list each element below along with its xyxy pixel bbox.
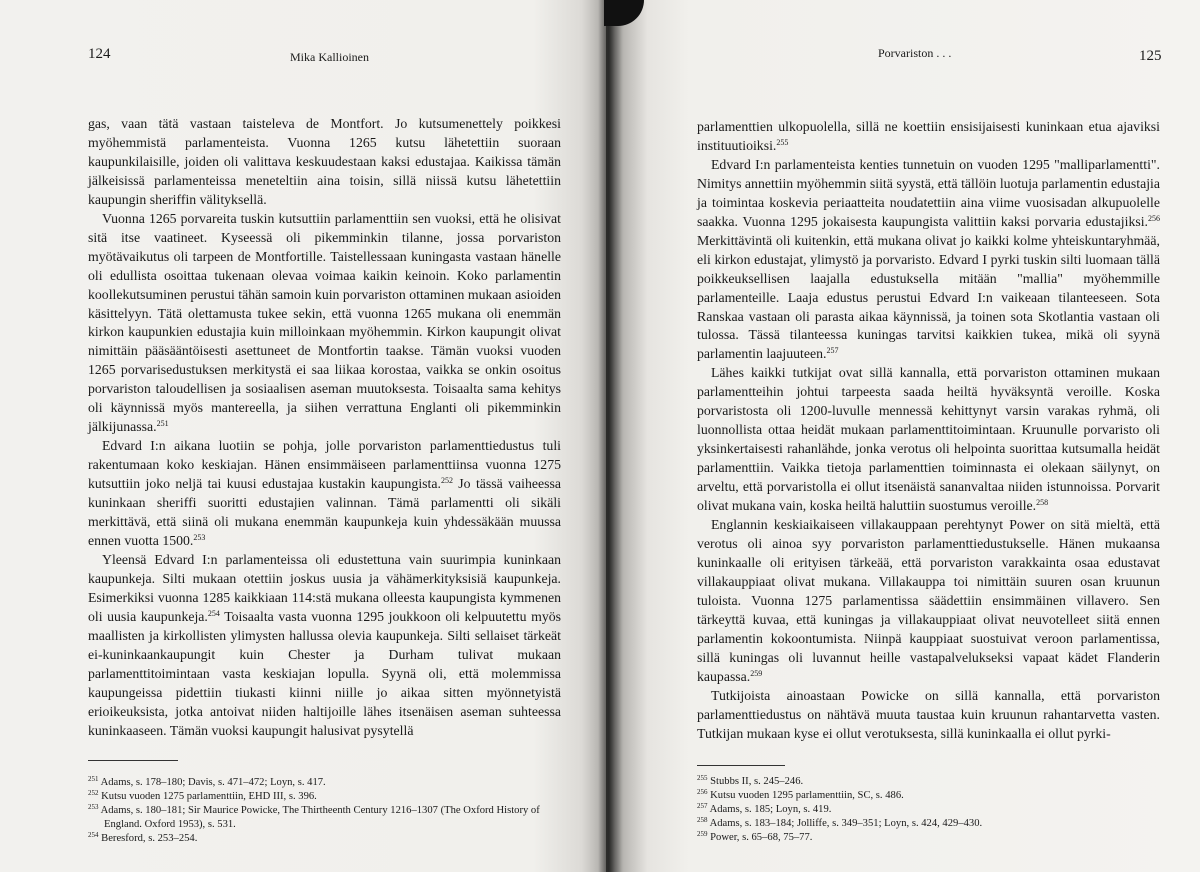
paragraph: [88, 437, 561, 551]
footnote-number: 254: [88, 831, 99, 839]
footnote: [88, 790, 566, 804]
paragraph: [697, 364, 1160, 516]
paragraph-text: gas, vaan tätä vastaan taisteleva de Montfort. Jo kutsumenettely poikkesi myöhemmistä parlamenteista. Vuonna 1265 kutsu lähetettiin suoraan kaupunkilaisille, joiden oli valittava keskuudestaan kaksi edustajaa. Kaikissa tämän jälkeisissä parlamenteissa meneteltiin aina toisin, sillä niissä kutsu lähetettiin kaupungin sheriffin välityksellä.: [88, 116, 561, 207]
footnote-text: Adams, s. 185; Loyn, s. 419.: [707, 804, 832, 815]
footnote-text: Beresford, s. 253–254.: [98, 833, 198, 844]
footnote-text: Stubbs II, s. 245–246.: [707, 776, 804, 787]
paragraph: [88, 210, 561, 437]
paragraph-text: Tutkijoista ainoastaan Powicke on sillä kannalla, että porvariston parlamenttiedustus on nähtävä muuta taustaa kuin kruunun rahantarvetta vasten. Tutkijan mukaan kyse ei ollut verotuksesta, sillä kuninkaalla ei ollut pyrki-: [697, 687, 1160, 741]
paragraph-text: Englannin keskiaikaiseen villakauppaan perehtynyt Power on sitä mieltä, että verotus oli ainoa syy porvariston parlamenttiedustukselle. Hänen mukaansa kuninkaalle oli erityisen tärkeää, että porvariston varakkainta osaa edustavat villakauppiaat olivat mukana. Villakauppa toi nimittäin suuren osan kruunun tuloista. Vuonna 1275 parlamentissa säädettiin ensimmäinen villavero. Sen tärkeyttä kuvaa, että kuningas ja villakauppiaat olivat neuvotelleet siitä ennen parlamentin kokoontumista. Niinpä kauppiaat suostuivat veroon parlamentissa, sillä kuningas oli luvannut heille vastapalvelukseksi vapaat kädet Flanderin kaupassa.: [697, 517, 1160, 684]
footnote-text: Power, s. 65–68, 75–77.: [707, 832, 813, 843]
running-head-right: Porvariston . . .: [878, 46, 952, 60]
footnote-number: 255: [697, 774, 708, 782]
paragraph-text: parlamenttien ulkopuolella, sillä ne koettiin ensisijaisesti kuninkaan etua ajaviksi instituutioiksi.: [697, 119, 1160, 153]
footnote-rule-right: [697, 765, 785, 766]
paragraph: [88, 115, 561, 210]
page-number-left: 124: [88, 46, 111, 62]
footnote-number: 257: [697, 802, 708, 810]
footnote-ref[interactable]: 258: [1036, 498, 1049, 508]
right-page: [606, 0, 1200, 872]
footnote-rule-left: [88, 760, 178, 761]
paragraph: [697, 687, 1160, 744]
body-text-left: [88, 115, 561, 740]
paragraph-text: Yleensä Edvard I:n parlamenteissa oli edustettuna vain suurimpia kuninkaan kaupunkeja. Silti mukaan otettiin joskus uusia ja vähämerkityksisiä kaupunkeja. Esimerkiksi vuonna 1285 kaikkiaan 114:stä mukana olleesta kaupungista kymmenen oli uusia kaupunkeja.: [88, 551, 561, 624]
paragraph: [697, 156, 1160, 364]
footnote-ref[interactable]: 259: [750, 668, 763, 678]
paragraph: [697, 118, 1160, 156]
footnote: [88, 776, 566, 790]
footnote-text: Adams, s. 178–180; Davis, s. 471–472; Loyn, s. 417.: [98, 777, 326, 788]
footnote-number: 251: [88, 775, 99, 783]
footnote: [697, 831, 1137, 845]
footnote-text: Adams, s. 183–184; Jolliffe, s. 349–351; Loyn, s. 424, 429–430.: [707, 818, 983, 829]
footnote-ref[interactable]: 251: [156, 419, 169, 429]
paragraph: [697, 516, 1160, 687]
footnote: [697, 803, 1137, 817]
paragraph-text: Edvard I:n parlamenteista kenties tunnetuin on vuoden 1295 "malliparlamentti". Nimitys annettiin myöhemmin siitä syystä, että tällöin luotuja parlamentin edustajia ja toimintaa koskevia periaatteita noudatettiin aina viime vuosisadan alkupuolelle saakka. Vuonna 1295 jokaisesta kaupungista valittiin kaksi porvaria edustajiksi.: [697, 156, 1160, 229]
paragraph: [88, 551, 561, 741]
footnote-ref[interactable]: 253: [193, 532, 206, 542]
footnote-number: 256: [697, 788, 708, 796]
footnote: [88, 832, 566, 846]
book-gutter-shadow: [598, 0, 622, 872]
footnote-ref[interactable]: 256: [1148, 213, 1160, 223]
footnote-ref[interactable]: 257: [826, 346, 839, 356]
footnote-number: 252: [88, 789, 99, 797]
footnote-number: 259: [697, 830, 708, 838]
page-number-right: 125: [1139, 48, 1162, 64]
footnote: [697, 817, 1137, 831]
footnotes-left: [88, 776, 566, 846]
paragraph-text: Jo tässä vaiheessa kuninkaan sheriffi suoritti edustajien valinnan. Tämä parlamentti oli sikäli merkittävä, että siinä oli mukana enemmän kaupunkeja kuin yhdessäkään muussa ennen vuotta 1500.: [88, 476, 561, 548]
footnotes-right: [697, 775, 1137, 845]
footnote-ref[interactable]: 254: [207, 608, 220, 618]
body-text-right: [697, 118, 1160, 743]
footnote: [697, 775, 1137, 789]
footnote: [88, 804, 566, 832]
paragraph-text: Merkittävintä oli kuitenkin, että mukana olivat jo kaikki kolme yhteiskuntaryhmää, eli kirkon edustajat, ylimystö ja porvaristo. Edvard I pyrki tuskin silti luomaan tällä poikkeuksellisen laajalla edustuksella mitään "mallia" myöhemmille parlamenteille. Laaja edustus perustui Edvard I:n vaikeaan tilanteeseen. Sota Ranskaa vastaan oli parasta aikaa käynnissä, ja toinen sota Skotlantia vastaan oli tulossa. Tässä tilanteessa kuningas tarvitsi kaikkien tukea, mikä oli syynä parlamentin laajuuteen.: [697, 232, 1160, 362]
footnote-text: Kutsu vuoden 1275 parlamenttiin, EHD III, s. 396.: [98, 791, 317, 802]
paragraph-text: Lähes kaikki tutkijat ovat sillä kannalla, että porvariston ottaminen mukaan parlamentteihin johtui tarpeesta saada heiltä hyväksyntä veroille. Koska porvaristosta oli 1200-luvulle mennessä kehittynyt varsin varakas ryhmä, oli luonnollista ottaa heidät mukaan parlamenttitoimintaan. Kruunulle porvaristo oli yksinkertaisesti rahanlähde, jonka verotus oli helpointa suorittaa kutsumalla heidät parlamenttiin. Vaikka tietoja parlamenttien toiminnasta ei olekaan säilynyt, on arveltu, että porvaristolla ei ollut itsenäistä sananvaltaa niiden istunnoissa. Porvarit olivat mukana vain, koska heiltä haluttiin suostumus veroille.: [697, 365, 1160, 514]
paragraph-text: Edvard I:n aikana luotiin se pohja, jolle porvariston parlamenttiedustus tuli rakentumaan koko keskiajan. Hänen ensimmäiseen parlamenttiinsa vuonna 1275 kutsuttiin joko neljä tai kuusi edustajaa kustakin kaupungista.: [88, 438, 561, 492]
footnote-ref[interactable]: 255: [776, 137, 789, 147]
footnote-text: Kutsu vuoden 1295 parlamenttiin, SC, s. 486.: [707, 790, 904, 801]
running-head-left: Mika Kallioinen: [290, 50, 369, 64]
paragraph-text: Toisaalta vasta vuonna 1295 joukkoon oli kelpuutettu myös maallisten ja kirkollisten ylimysten hallussa olevia kaupunkeja. Silti sellaiset tärkeät ei-kuninkaankaupungit kuin Chester ja Durham tulivat mukaan parlamenttitoimintaan vasta keskiajan lopulla. Syynä oli, että molemmissa kaupungeissa pidettiin tiukasti kiinni niille jo aikaa sitten myönnetyistä erioikeuksista, jotka antoivat niiden haltijoille lähes itsenäisen aseman suhteessa kuninkaaseen. Tämän vuoksi kaupungit halusivat pysytellä: [88, 608, 561, 738]
footnote-number: 253: [88, 803, 99, 811]
footnote-text: Adams, s. 180–181; Sir Maurice Powicke, The Thirtheenth Century 1216–1307 (The Oxford History of England. Oxford 1953), s. 531.: [98, 805, 540, 830]
paragraph-text: Vuonna 1265 porvareita tuskin kutsuttiin parlamenttiin sen vuoksi, että he olisivat sitä itse vaatineet. Kyseessä oli pikemminkin tilanne, jossa porvariston myötävaikutus oli tarpeen de Montfortille. Taistellessaan kuningasta vastaan hänelle oli edullista osoittaa tukenaan olevaa voimaa kaikin keinoin. Koko parlamentin koollekutsuminen perustui tähän samoin kuin porvariston ottaminen mukaan asioiden käsittelyyn. Tätä olettamusta tukee sekin, että vuonna 1265 mukana oli enemmän kirkon kaupunkien edustajia kuin milloinkaan myöhemmin. Kirkon kaupungit olivat nimittäin pääsääntöisesti asettuneet de Montfortin taakse. Tämän vuoksi vuoden 1265 porvarisedustuksen merkitystä ei saa liikaa korostaa, vaikka se onkin osoitus porvariston taloudellisen ja sosiaalisen aseman muutoksesta. Toisaalta sama kehitys oli käynnissä myös mantereella, ja siihen verrattuna Englanti oli pikemminkin jälkijunassa.: [88, 210, 561, 435]
footnote-ref[interactable]: 252: [440, 476, 453, 486]
footnote-number: 258: [697, 816, 708, 824]
footnote: [697, 789, 1137, 803]
